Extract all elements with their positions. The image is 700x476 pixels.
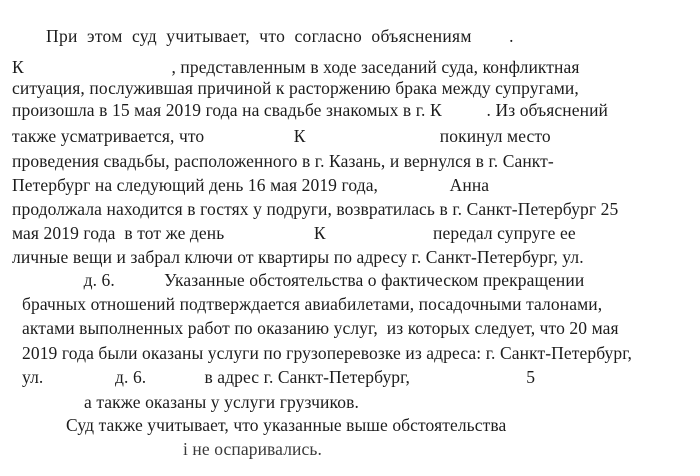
text-line-12: брачных отношений подтверждается авиабилетами, посадочными талонами, bbox=[22, 294, 603, 314]
text-line-2: К , представленным в ходе заседаний суда, конфликтная bbox=[12, 57, 580, 77]
text-line-11: д. 6. Указанные обстоятельства о фактическом прекращении bbox=[12, 270, 585, 290]
text-line-15: ул. д. 6. в адрес г. Санкт-Петербург, 5 bbox=[22, 367, 536, 387]
text-line-17: Суд также учитывает, что указанные выше обстоятельства bbox=[66, 415, 507, 435]
text-line-7: Петербург на следующий день 16 мая 2019 года, Анна bbox=[12, 175, 490, 195]
text-line-10: личные вещи и забрал ключи от квартиры по адресу г. Санкт-Петербург, ул. bbox=[12, 247, 584, 267]
text-line-6: проведения свадьбы, расположенного в г. Казань, и вернулся в г. Санкт- bbox=[12, 151, 554, 171]
text-line-3: ситуация, послужившая причиной к расторжению брака между супругами, bbox=[12, 78, 579, 98]
text-line-8: продолжала находится в гостях у подруги, возвратилась в г. Санкт-Петербург 25 bbox=[12, 199, 619, 219]
text-line-16: а также оказаны у услуги грузчиков. bbox=[84, 392, 359, 412]
text-line-18: і не оспаривались. bbox=[183, 439, 322, 459]
text-line-4: произошла в 15 мая 2019 года на свадьбе знакомых в г. К . Из объяснений bbox=[12, 100, 609, 120]
text-line-13: актами выполненных работ по оказанию услуг, из которых следует, что 20 мая bbox=[22, 318, 619, 338]
text-line-14: 2019 года были оказаны услуги по грузоперевозке из адреса: г. Санкт-Петербург, bbox=[22, 343, 633, 363]
text-line-1: При этом суд учитывает, что согласно объяснениям . bbox=[46, 26, 514, 46]
text-line-9: мая 2019 года в тот же день К передал супруге ее bbox=[12, 223, 576, 243]
text-line-5: также усматривается, что К покинул место bbox=[12, 126, 551, 146]
